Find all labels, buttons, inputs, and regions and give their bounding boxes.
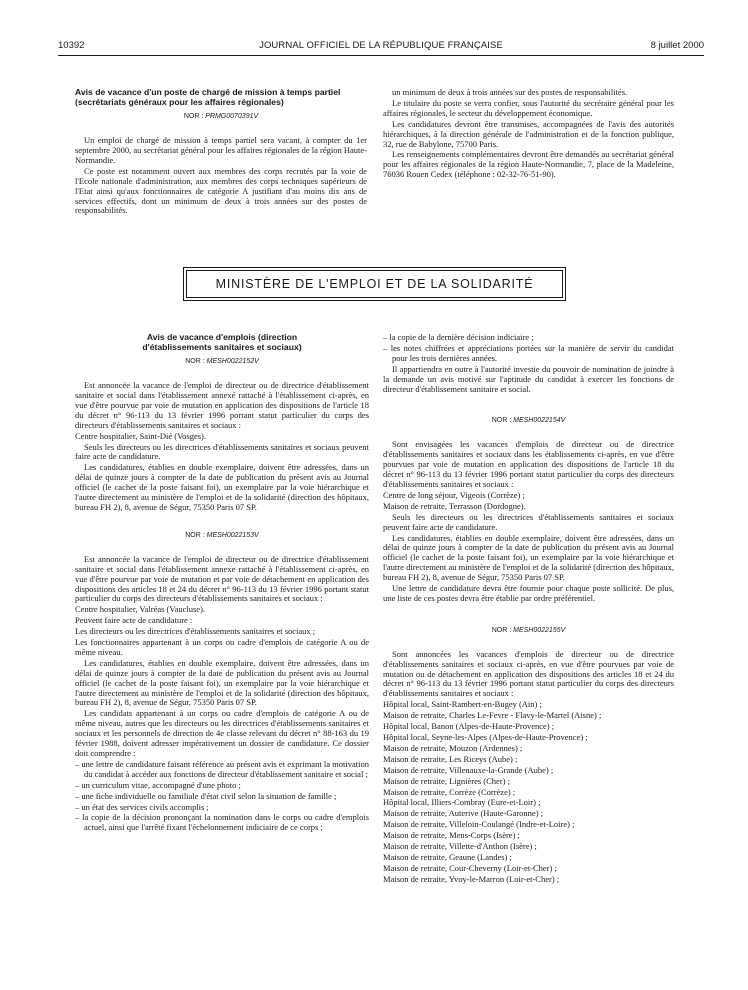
establishment: Maison de retraite, Les Riceys (Aube) ;	[383, 753, 518, 764]
notice2-column-left	[75, 333, 369, 983]
notice1-title: Avis de vacance d'un poste de chargé de mission à temps partiel (secrétariats généraux pour les affaires régionales)	[75, 87, 341, 107]
header-rule	[58, 55, 704, 56]
notice2-title: Avis de vacance d'emplois (direction d'établissements sanitaires et sociaux)	[142, 332, 302, 352]
section3-paragraph: Une lettre de candidature devra être fournie pour chaque poste sollicité. De plus, une liste de ces postes devra être établie par ordre préférentiel.	[383, 583, 674, 603]
notice1-paragraph: Le titulaire du poste se verra confier, sous l'autorité du secrétaire général pour les affaires régionales, le secteur du développement économique.	[383, 97, 674, 118]
nor-reference: NOR : MESH0022152V	[185, 358, 259, 366]
section4-intro: Sont annoncées les vacances d'emplois de directeur ou de directrice d'établissements sanitaires et sociaux ci-après, en vue d'être pourvues par voie de mutation ou de détachement en application des dispositions des articles 18 et 24 du décret n° 96-113 du 13 février 1996 portant statut particulier du corps des directeurs d'établissements sanitaires et sociaux :	[383, 648, 674, 699]
notice2-column-right	[383, 333, 674, 983]
nor-reference: NOR : MESH0022153V	[185, 531, 259, 539]
establishment: Maison de retraite, Terrasson (Dordogne).	[383, 500, 526, 511]
dossier-item: – un curriculum vitae, accompagné d'une photo ;	[75, 779, 241, 790]
section2-paragraph: Est annoncée la vacance de l'emploi de directeur ou de directrice d'établissement sanitaire et social dans l'établissement annexe rattaché à l'établissement ci-après, en vue d'être pourvue par voie de mutation et par voie de détachement en application des dispositions des articles 18 et 24 du décret n° 96-113 du 13 février 1996 portant statut particulier du corps des directeurs d'établissements sanitaires et sociaux :	[75, 553, 369, 604]
notice1-column-left	[75, 88, 367, 258]
establishment: Centre hospitalier, Saint-Dié (Vosges).	[75, 430, 206, 441]
page-number: 10392	[58, 40, 85, 51]
establishment: Maison de retraite, Geaune (Landes) ;	[383, 851, 512, 862]
establishment: Maison de retraite, Villenauxe-la-Grande (Aube) ;	[383, 764, 554, 775]
notice1-paragraph: Les renseignements complémentaires devront être demandés au secrétariat général pour les affaires régionales de la région Haute-Normandie, 7, place de la Madeleine, 76036 Rouen Cedex (téléphone : 02-32-76-51-90).	[383, 149, 674, 180]
nor-reference: NOR : MESH0022154V	[491, 417, 566, 425]
section1-paragraph: Les candidatures, établies en double exemplaire, doivent être adressées, dans un délai de quinze jours à compter de la date de publication du présent avis au Journal officiel (le cachet de la poste faisant foi), un exemplaire par la voie hiérarchique et l'autre directement au ministère de l'emploi et de la solidarité (direction des hôpitaux, bureau FH 2), 8, avenue de Ségur, 75350 Paris 07 SP.	[75, 462, 369, 512]
section2-paragraph: Les candidatures, établies en double exemplaire, doivent être adressées, dans un délai de quinze jours à compter de la date de publication du présent avis au Journal officiel (le cachet de la poste faisant foi), un exemplaire par la voie hiérarchique et l'autre directement au ministère de l'emploi et de la solidarité (direction des hôpitaux, bureau FH 2), 8, avenue de Ségur, 75350 Paris 07 SP.	[75, 657, 369, 708]
establishment: Hôpital local, Saint-Rambert-en-Bugey (Ain) ;	[383, 699, 542, 710]
dossier-item: – la copie de la décision prononçant la nomination dans le corps ou cadre d'emplois actuel, ainsi que l'arrêté fixant l'échelonnement indiciaire de ce corps ;	[75, 812, 369, 833]
section2-closing: Il appartiendra en outre à l'autorité investie du pouvoir de nomination de joindre à la demande un avis motivé sur l'aptitude du candidat à exercer les fonctions de directeur d'établissement sanitaire et social.	[383, 363, 674, 394]
issue-date: 8 juillet 2000	[650, 40, 704, 51]
notice1-column-right	[383, 88, 674, 248]
establishment: Maison de retraite, Villette-d'Anthon (Isère) ;	[383, 841, 537, 852]
dossier-item: – une lettre de candidature faisant référence au présent avis et exprimant la motivation du candidat à accéder aux fonctions de directeur d'établissement sanitaire et social ;	[75, 758, 369, 779]
ministry-banner: MINISTÈRE DE L'EMPLOI ET DE LA SOLIDARITÉ	[186, 270, 563, 298]
section2-paragraph: Peuvent faire acte de candidature :	[75, 615, 193, 626]
section2-paragraph: Les fonctionnaires appartenant à un corps ou cadre d'emplois de catégorie A ou de même niveau.	[75, 637, 369, 657]
establishment: Maison de retraite, Villeloin-Coulangé (Indre-et-Loire) ;	[383, 819, 575, 830]
journal-title: JOURNAL OFFICIEL DE LA RÉPUBLIQUE FRANÇAISE	[259, 40, 503, 51]
section3-paragraph: Seuls les directeurs ou les directrices d'établissements sanitaires et sociaux peuvent faire acte de candidature.	[383, 511, 674, 532]
section2-paragraph: Les candidats appartenant à un corps ou cadre d'emplois de catégorie A ou de même niveau, autres que les directeurs ou les directrices d'établissements sanitaires et sociaux et les personnels de direction de 4e classe relevant du décret n° 88-163 du 19 février 1988, doivent adresser impérativement un dossier de candidature. Ce dossier doit comprendre :	[75, 708, 369, 758]
notice1-paragraph: Les candidatures devront être transmises, accompagnées de l'avis des autorités hiérarchiques, à la direction générale de l'administration et de la fonction publique, 32, rue de Babylone, 75700 Paris.	[383, 118, 674, 149]
section3-paragraph: Sont envisagées les vacances d'emplois de directeur ou de directrice d'établissements sanitaires et sociaux dans les établissements ci-après, en vue d'être pourvues par voie de mutation en application des dispositions de l'article 18 du décret n° 96-113 du 13 février 1996 portant statut particulier du corps des directeurs d'établissements sanitaires et sociaux :	[383, 439, 674, 489]
section1-paragraph: Seuls les directeurs ou les directrices d'établissements sanitaires et sociaux peuvent faire acte de candidature.	[75, 441, 369, 462]
establishment: Hôpital local, Seyne-les-Alpes (Alpes-de-Haute-Provence) ;	[383, 732, 588, 742]
notice1-paragraph-continued: un minimum de deux à trois années sur des postes de responsabilités.	[392, 87, 628, 97]
running-header	[58, 40, 704, 56]
establishment: Maison de retraite, Mouzon (Ardennes) ;	[383, 742, 523, 753]
section2-paragraph: Les directeurs ou les directrices d'établissements sanitaires et sociaux ;	[75, 626, 316, 637]
section1-paragraph: Est annoncée la vacance de l'emploi de directeur ou de directrice d'établissement sanitaire et social dans l'établissement annexé rattaché à l'établissement ci-après, en vue d'être pourvue par voie de mutation en application des dispositions de l'article 18 du décret n° 96-113 du 13 février 1996 portant statut particulier du corps des directeurs d'établissements sanitaires et sociaux :	[75, 380, 369, 430]
establishment: Maison de retraite, Cour-Cheverny (Loir-et-Cher) ;	[383, 862, 557, 873]
establishment: Centre de long séjour, Vigeois (Corrèze) ;	[383, 489, 525, 500]
dossier-item: – une fiche individuelle ou familiale d'état civil selon la situation de famille ;	[75, 790, 337, 801]
notice1-paragraph: Ce poste est notamment ouvert aux membres des corps recrutés par la voie de l'Ecole nationale d'administration, aux membres des corps techniques supérieurs de l'Etat ainsi qu'aux fonctionnaires de catégorie A justifiant d'au moins dix ans de services effectifs, dont un minimum de deux à trois années sur des postes de responsabilités.	[75, 165, 367, 216]
dossier-item: – un état des services civils accomplis ;	[75, 801, 209, 812]
dossier-item: – les notes chiffrées et appréciations portées sur la manière de servir du candidat pour les trois dernières années.	[383, 342, 674, 363]
nor-reference: NOR : PRMG0070391V	[183, 113, 259, 121]
nor-reference: NOR : MESH0022155V	[491, 626, 566, 634]
section3-paragraph: Les candidatures, établies en double exemplaire, doivent être adressées, dans un délai de quinze jours à compter de la date de publication du présent avis au Journal officiel (le cachet de la poste faisant foi), un exemplaire par la voie hiérarchique et l'autre directement au ministère de l'emploi et de la solidarité (direction des hôpitaux, bureau FH 2), 8, avenue de Ségur, 75350 Paris 07 SP.	[383, 532, 674, 583]
establishment: Maison de retraite, Yvoy-le-Marron (Loir-et-Cher) ;	[383, 873, 560, 884]
establishment: Maison de retraite, Mens-Corps (Isère) ;	[383, 830, 520, 841]
establishment: Centre hospitalier, Valréas (Vaucluse).	[75, 604, 206, 615]
establishment: Maison de retraite, Corrèze (Corrèze) ;	[383, 786, 516, 797]
notice1-paragraph: Un emploi de chargé de mission à temps partiel sera vacant, à compter du 1er septembre 2000, au secrétariat général pour les affaires régionales de la région Haute-Normandie.	[75, 135, 367, 165]
establishment: Hôpital local, Illiers-Combray (Eure-et-Loir) ;	[383, 797, 541, 808]
establishment: Maison de retraite, Auterive (Haute-Garonne) ;	[383, 808, 544, 819]
establishment: Maison de retraite, Lignières (Cher) ;	[383, 775, 510, 786]
dossier-item: – la copie de la dernière décision indiciaire ;	[383, 332, 534, 342]
establishment: Hôpital local, Banon (Alpes-de-Haute-Provence) ;	[383, 721, 555, 732]
establishment: Maison de retraite, Charles Le-Fevre - Flavy-le-Martel (Aisne) ;	[383, 710, 602, 721]
